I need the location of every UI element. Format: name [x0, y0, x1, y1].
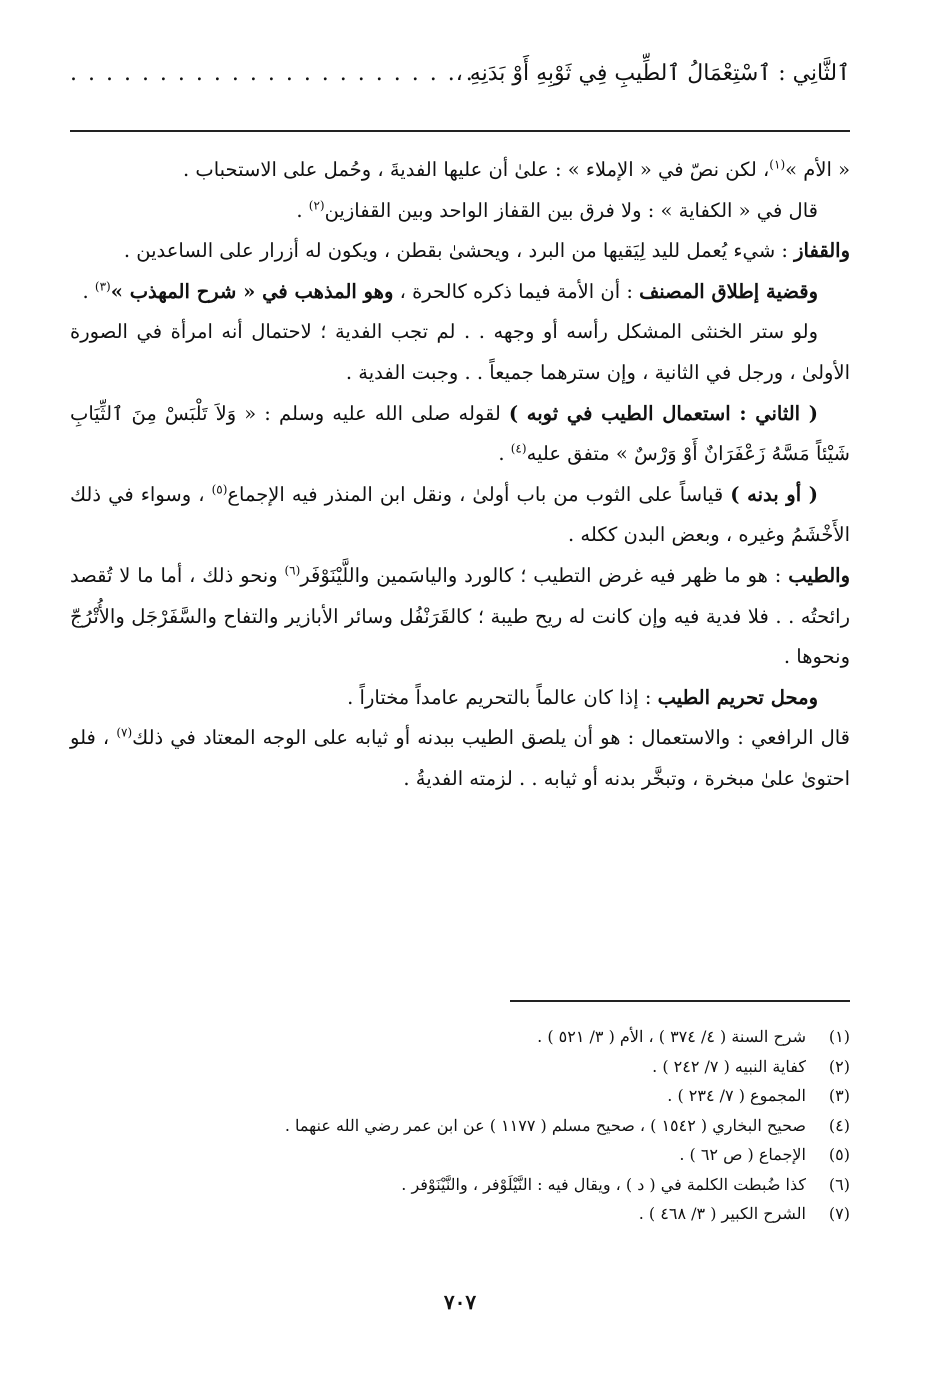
text-run: « الأم »: [785, 158, 850, 181]
header-rule: [70, 130, 850, 132]
text-run: .: [296, 198, 309, 222]
text-run: ، لكن نصّ في « الإملاء » : علىٰ أن عليها الفديةَ ، وحُمل على الاستحباب .: [182, 158, 770, 181]
paragraph: [70, 556, 850, 678]
footnote-text: شرح السنة ( ٤/ ٣٧٤ ) ، الأم ( ٣/ ٥٢١ ) .: [537, 1027, 806, 1046]
body-text: [70, 150, 850, 800]
footnote-number: (٣): [828, 1086, 850, 1105]
keyword: والقفاز: [794, 239, 850, 263]
keyword: وقضية إطلاق المصنف: [639, 279, 818, 303]
footnote-text: المجموع ( ٧/ ٢٣٤ ) .: [667, 1086, 806, 1105]
paragraph: [70, 718, 850, 799]
footnote-text: كذا ضُبطت الكلمة في ( د ) ، ويقال فيه : النَّيْلَوْفر ، والنَّيْنَوْفر .: [401, 1174, 806, 1194]
text-run: قال في « الكفاية » : ولا فرق بين القفاز الواحد وبين القفازين: [324, 198, 818, 222]
footnote-ref[interactable]: (٤): [510, 441, 527, 456]
footnote-ref[interactable]: (٧): [116, 725, 133, 740]
footnote-number: (٥): [828, 1145, 850, 1164]
footnotes: [70, 1022, 850, 1229]
header-dots: . . . . . . . . . . . . . . . . . . . . . . .: [70, 61, 475, 86]
keyword: ( أو بدنه ): [730, 482, 819, 506]
footnote-item: [70, 1140, 850, 1170]
paragraph: [70, 272, 850, 313]
paragraph: [70, 678, 850, 719]
footnote-ref[interactable]: (٦): [284, 563, 301, 578]
text-run: قياساً على الثوب من باب أولىٰ ، ونقل ابن المنذر فيه الإجماع: [227, 482, 731, 506]
text-run: لقوله صلى الله عليه وسلم : « وَلاَ تَلْبَسْ مِنَ ٱلثِّيَابِ شَيْئاً مَسَّهُ زَعْفَرَانٌ أَوْ وَرْسٌ » متفق عليه: [70, 401, 850, 466]
footnote-item: [70, 1081, 850, 1111]
footnote-text: الإجماع ( ص ٦٢ ) .: [679, 1145, 806, 1164]
page-number: ٧٠٧: [443, 1290, 477, 1314]
keyword: ( الثاني : استعمال الطيب في ثوبه ): [508, 401, 818, 425]
footnote-item: [70, 1111, 850, 1141]
footnote-ref[interactable]: (٢): [308, 198, 325, 213]
text-run: ونحو ذلك ، أما ما لا تُقصد رائحتُه . . فلا فدية فيه وإن كانت له ريح طيبة ؛ كالقَرَنْفُل وسائر الأبازير والتفاح والسَّفَرْجَل والأُتْرُجّ ونحوها .: [70, 563, 850, 669]
paragraph: [70, 191, 850, 232]
paragraph: [70, 312, 850, 393]
footnote-rule: [510, 1000, 850, 1002]
footnote-number: (١): [828, 1027, 850, 1046]
paragraph: [70, 394, 850, 475]
footnote-item: [70, 1170, 850, 1200]
paragraph: [70, 150, 850, 191]
footnote-number: (٢): [828, 1056, 850, 1076]
keyword: وهو المذهب في « شرح المهذب »: [110, 279, 394, 303]
text-run: : هو ما ظهر فيه غرض التطيب ؛ كالورد والياسَمين واللَّيْنَوْفَر: [300, 563, 789, 587]
footnote-item: [70, 1052, 850, 1082]
footnote-text: كفاية النبيه ( ٧/ ٢٤٢ ) .: [652, 1056, 806, 1076]
header-title: ٱلثَّانِي : ٱسْتِعْمَالُ ٱلطِّيبِ فِي ثَوْبِهِ أَوْ بَدَنِهِ ،: [455, 61, 850, 86]
text-run: قال الرافعي : والاستعمال : هو أن يلصق الطيب ببدنه أو ثيابه على الوجه المعتاد في ذلك: [132, 726, 851, 750]
text-run: ، وسواء في ذلك الأَخْشَمُ وغيره ، وبعض البدن ككله .: [70, 482, 850, 547]
keyword: والطيب: [788, 563, 850, 587]
footnote-ref[interactable]: (٥): [211, 482, 228, 497]
footnote-item: [70, 1022, 850, 1052]
footnote-number: (٤): [828, 1115, 850, 1135]
footnote-ref[interactable]: (١): [769, 157, 786, 172]
running-header: [70, 52, 850, 96]
text-run: .: [82, 279, 95, 303]
paragraph: [70, 231, 850, 272]
paragraph: [70, 475, 850, 556]
footnote-text: الشرح الكبير ( ٣/ ٤٦٨ ) .: [638, 1204, 806, 1223]
text-run: : أن الأمة فيما ذكره كالحرة ،: [393, 279, 640, 303]
footnote-item: [70, 1199, 850, 1229]
text-run: .: [498, 442, 511, 466]
footnote-number: (٦): [828, 1174, 850, 1194]
text-run: : شيء يُعمل لليد لِيَقيها من البرد ، ويحشىٰ بقطن ، ويكون له أزرار على الساعدين .: [123, 239, 795, 263]
text-run: ، فلو احتوىٰ علىٰ مبخرة ، وتبخَّر بدنه أو ثيابه . . لزمته الفديةُ .: [70, 726, 850, 790]
footnote-ref[interactable]: (٣): [94, 279, 111, 294]
footnote-text: صحيح البخاري ( ١٥٤٢ ) ، صحيح مسلم ( ١١٧٧ ) عن ابن عمر رضي الله عنهما .: [284, 1115, 806, 1135]
footnote-number: (٧): [828, 1204, 850, 1223]
keyword: ومحل تحريم الطيب: [657, 685, 818, 709]
text-run: ولو ستر الخنثى المشكل رأسه أو وجهه . . لم تجب الفدية ؛ لاحتمال أنه امرأة في الصورة الأولىٰ ، ورجل في الثانية ، وإن سترهما جميعاً . . وجبت الفدية .: [70, 320, 850, 384]
text-run: : إذا كان عالماً بالتحريم عامداً مختاراً .: [347, 685, 658, 709]
